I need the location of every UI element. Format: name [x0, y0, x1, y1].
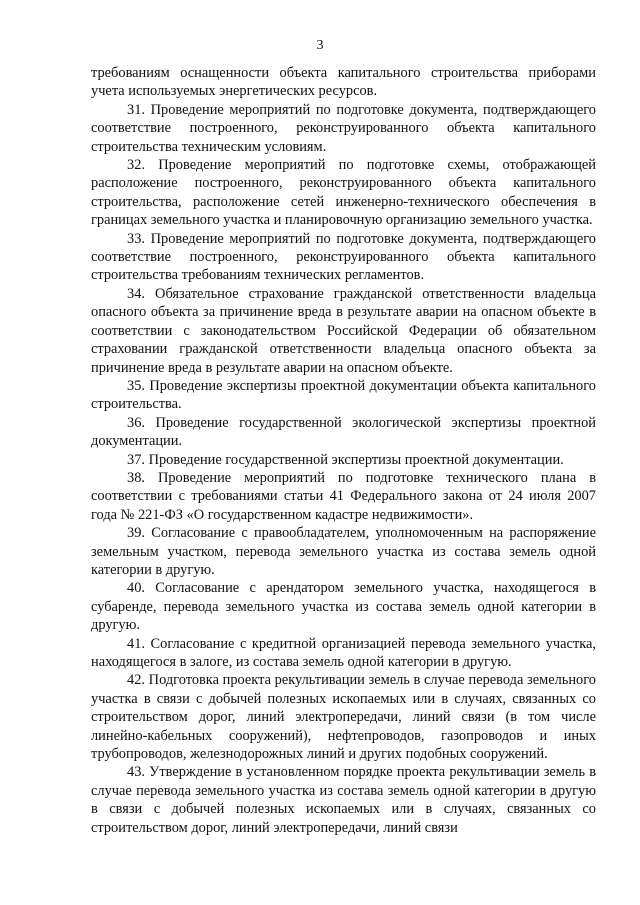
paragraph-continuation: требованиям оснащенности объекта капитального строительства приборами учета используемых энергетических ресурсов.	[91, 65, 596, 100]
paragraph-item-35: 35. Проведение экспертизы проектной документации объекта капитального строительства.	[91, 377, 596, 413]
page-number: 3	[316, 38, 324, 53]
paragraph-item-41: 41. Согласование с кредитной организацией перевода земельного участка, находящегося в залоге, из состава земель одной категории в другую.	[91, 635, 596, 670]
paragraph-item-39: 39. Согласование с правообладателем, уполномоченным на распоряжение земельным участком, перевода земельного участка из состава земель одной категории в другую.	[91, 525, 596, 578]
paragraph-item-34: 34. Обязательное страхование гражданской ответственности владельца опасного объекта за причинение вреда в результате аварии на опасном объекте в соответствии с законодательством Российской Федерации об обязательном страховании гражданской ответственности владельца опасного объекта за причинение вреда в результате аварии на опасном объекте.	[91, 285, 596, 376]
paragraph-item-38: 38. Проведение мероприятий по подготовке технического плана в соответствии с требованиями статьи 41 Федерального закона от 24 июля 2007 года № 221-ФЗ «О государственном кадастре недвижимости».	[91, 469, 596, 523]
paragraph-item-31: 31. Проведение мероприятий по подготовке документа, подтверждающего соответствие построенного, реконструированного объекта капитального строительства техническим условиям.	[91, 101, 596, 155]
paragraph-item-36: 36. Проведение государственной экологической экспертизы проектной документации.	[91, 414, 596, 450]
document-body	[91, 64, 596, 837]
paragraph-item-33: 33. Проведение мероприятий по подготовке документа, подтверждающего соответствие построенного, реконструированного объекта капитального строительства требованиям технических регламентов.	[91, 230, 596, 284]
paragraph-item-37: 37. Проведение государственной экспертизы проектной документации.	[127, 451, 564, 468]
paragraph-item-32: 32. Проведение мероприятий по подготовке схемы, отображающей расположение построенного, реконструированного объекта капитального строительства, расположение сетей инженерно-технического обеспечения в границах земельного участка и планировочную организацию земельного участка.	[91, 157, 596, 229]
paragraph-item-43: 43. Утверждение в установленном порядке проекта рекультивации земель в случае перевода земельного участка из состава земель одной категории в другую в связи с добычей полезных ископаемых или в случаях, связанных со строительством дорог, линий электропередачи, линий связи	[91, 764, 596, 836]
paragraph-item-42: 42. Подготовка проекта рекультивации земель в случае перевода земельного участка в связи с добычей полезных ископаемых или в случаях, связанных со строительством дорог, линий электропередачи, линий связи (в том числе линейно-кабельных сооружений), нефтепроводов, газопроводов и иных трубопроводов, железнодорожных линий и других подобных сооружений.	[91, 672, 596, 763]
paragraph-item-40: 40. Согласование с арендатором земельного участка, находящегося в субаренде, перевода земельного участка из состава земель одной категории в другую.	[91, 580, 596, 634]
